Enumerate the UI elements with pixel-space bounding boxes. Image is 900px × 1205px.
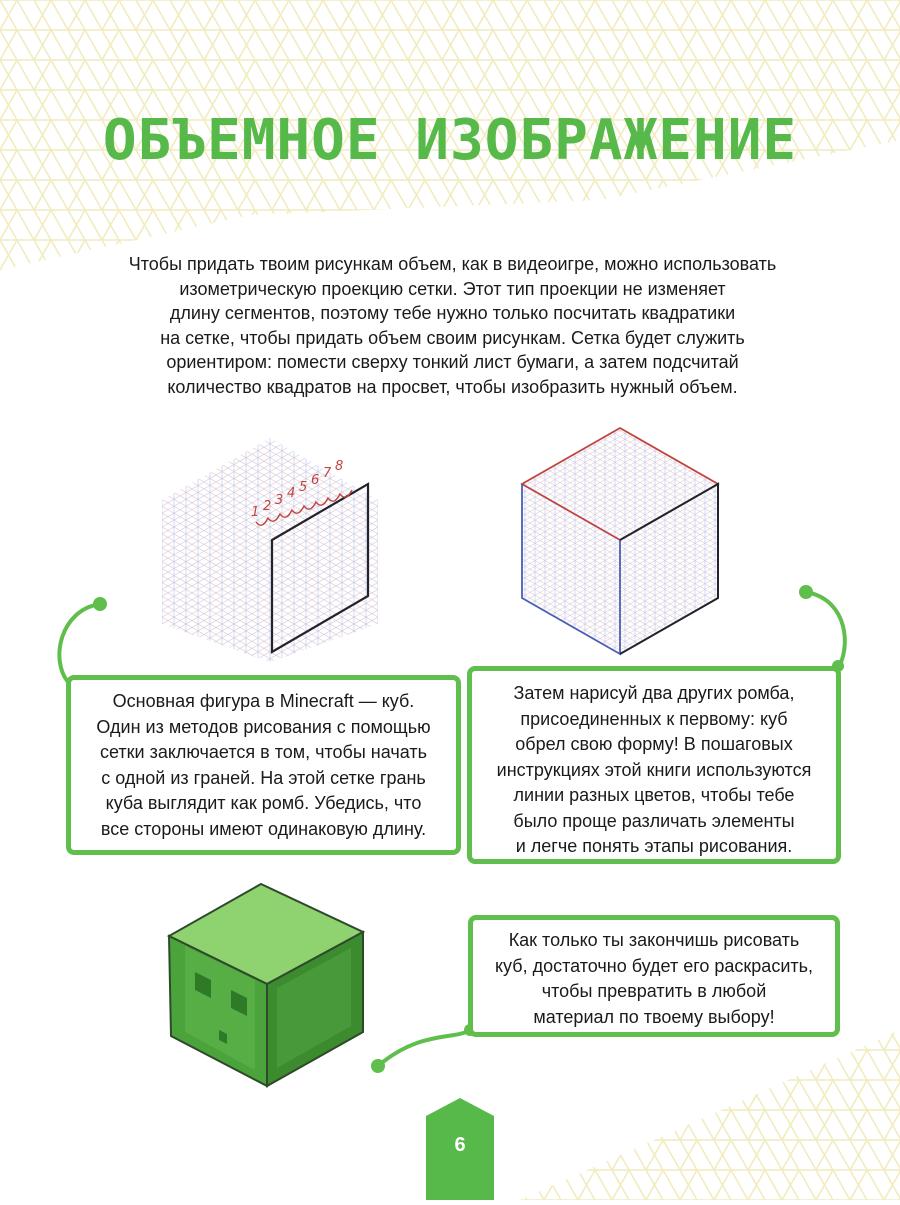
grid-face-illustration — [150, 430, 390, 670]
count-label: 6 — [311, 473, 320, 488]
callout-box-cube — [467, 666, 841, 864]
intro-line: ориентиром: помести сверху тонкий лист бумаги, а затем подсчитай — [166, 352, 739, 373]
page-number: 6 — [454, 1134, 466, 1156]
callout-line: чтобы превратить в любой — [541, 981, 767, 1001]
count-label: 1 — [251, 505, 260, 520]
callout-line: Как только ты закончишь рисовать — [508, 930, 800, 950]
intro-paragraph — [95, 252, 810, 400]
callout-line: сетки заключается в том, чтобы начать — [100, 742, 427, 762]
intro-line: количество квадратов на просвет, чтобы изобразить нужный объем. — [167, 376, 738, 397]
count-label: 3 — [275, 493, 284, 508]
callout-line: инструкциях этой книги используются — [496, 759, 812, 780]
callout-line: линии разных цветов, чтобы тебе — [513, 785, 795, 805]
callout-line: материал по твоему выбору! — [533, 1006, 775, 1027]
count-label: 2 — [263, 499, 272, 514]
intro-line: Чтобы придать твоим рисункам объем, как в видеоигре, можно использовать — [128, 254, 777, 274]
callout-line: Один из методов рисования с помощью — [96, 716, 431, 737]
count-label: 5 — [299, 480, 308, 495]
callout-line: и легче понять этапы рисования. — [515, 836, 793, 856]
count-label: 8 — [335, 459, 344, 474]
callout-line: с одной из граней. На этой сетке грань — [101, 767, 426, 788]
slime-cube-illustration — [165, 880, 375, 1090]
callout-line: обрел свою форму! В пошаговых — [515, 734, 793, 754]
intro-line: изометрическую проекцию сетки. Этот тип проекции не изменяет — [179, 278, 726, 299]
callout-line: куба выглядит как ромб. Убедись, что — [105, 793, 422, 813]
callout-box-color — [468, 915, 840, 1037]
callout-box-face — [66, 675, 461, 855]
count-label: 4 — [287, 486, 296, 501]
page-number-tab — [426, 1098, 494, 1200]
callout-line: присоединенных к первому: куб — [520, 708, 788, 729]
count-label: 7 — [323, 466, 332, 481]
grid-cube-illustration — [505, 422, 735, 662]
intro-line: на сетке, чтобы придать объем своим рисункам. Сетка будет служить — [160, 327, 745, 348]
intro-line: длину сегментов, поэтому тебе нужно только посчитать квадратики — [169, 303, 736, 324]
iso-grid — [150, 430, 390, 670]
callout-line: Затем нарисуй два других ромба, — [513, 683, 795, 703]
callout-line: все стороны имеют одинаковую длину. — [100, 818, 427, 839]
page-title: ОБЪЕМНОЕ ИЗОБРАЖЕНИЕ — [102, 108, 798, 173]
callout-line: Основная фигура в Minecraft — куб. — [112, 691, 415, 711]
callout-line: было проще различать элементы — [513, 810, 795, 831]
callout-line: куб, достаточно будет его раскрасить, — [494, 955, 813, 976]
